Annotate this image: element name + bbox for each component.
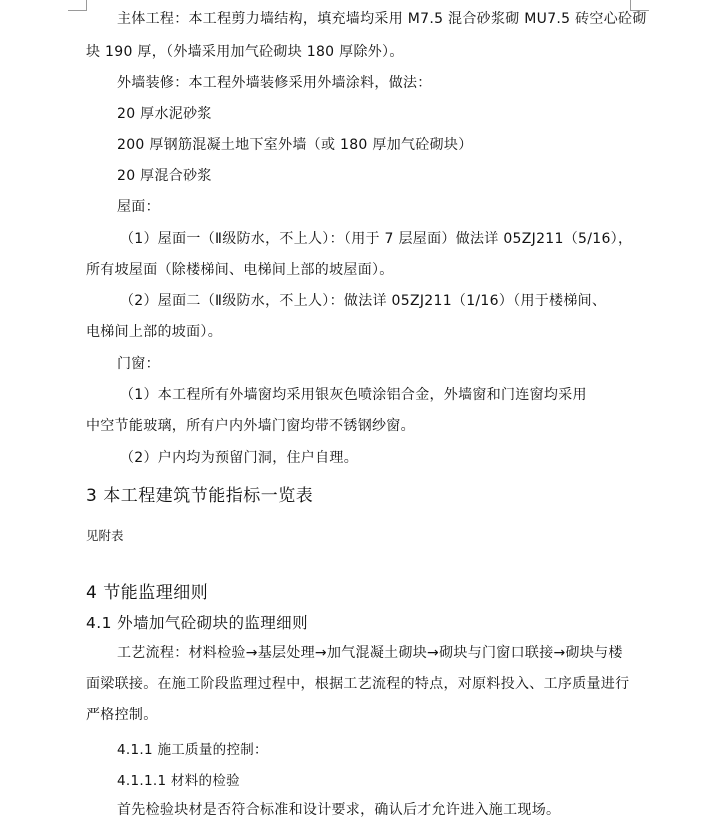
roof-2-line-1: （2）屋面二（Ⅱ级防水，不上人）：做法详 05ZJ211（1/16）（用于楼梯间、 bbox=[120, 293, 607, 309]
main-structure-line-2: 块 190 厚，（外墙采用加气砼砌块 180 厚除外）。 bbox=[86, 44, 404, 60]
roof-1-line-1: （1）屋面一（Ⅱ级防水，不上人）：（用于 7 层屋面）做法详 05ZJ211（5/16）， bbox=[120, 231, 633, 247]
check-text: 首先检验块材是否符合标准和设计要求，确认后才允许进入施工现场。 bbox=[117, 802, 561, 818]
doors-1-line-2: 中空节能玻璃，所有户内外墙门窗均带不锈钢纱窗。 bbox=[86, 418, 415, 434]
process-line-1: 工艺流程：材料检验→基层处理→加气混凝土砌块→砌块与门窗口联接→砌块与楼 bbox=[117, 645, 623, 661]
layer-1-text: 20 厚水泥砂浆 bbox=[117, 106, 212, 122]
crop-mark-top-left bbox=[68, 0, 87, 11]
roof-1-line-2: 所有坡屋面（除楼梯间、电梯间上部的坡屋面）。 bbox=[86, 262, 394, 278]
item-4-1-1: 4.1.1 施工质量的控制： bbox=[117, 742, 268, 758]
item-4-1-1-1: 4.1.1.1 材料的检验 bbox=[117, 773, 240, 789]
doors-title: 门窗： bbox=[117, 356, 160, 372]
section-3-note: 见附表 bbox=[86, 528, 124, 543]
doors-2-text: （2）户内均为预留门洞，住户自理。 bbox=[120, 450, 359, 466]
roof-title: 屋面： bbox=[117, 199, 160, 215]
layer-3-text: 20 厚混合砂浆 bbox=[117, 168, 212, 184]
process-line-2: 面梁联接。在施工阶段监理过程中，根据工艺流程的特点，对原料投入、工序质量进行 bbox=[86, 676, 630, 692]
doors-1-line-1: （1）本工程所有外墙窗均采用银灰色喷涂铝合金，外墙窗和门连窗均采用 bbox=[120, 387, 587, 403]
section-4-1-heading: 4.1 外墙加气砼砌块的监理细则 bbox=[86, 614, 308, 632]
section-4-heading: 4 节能监理细则 bbox=[86, 583, 209, 603]
exterior-finish-paragraph: 外墙装修：本工程外墙装修采用外墙涂料，做法： bbox=[117, 75, 432, 91]
main-structure-line-1: 主体工程：本工程剪力墙结构，填充墙均采用 M7.5 混合砂浆砌 MU7.5 砖空心砼砌 bbox=[117, 11, 647, 27]
roof-2-line-2: 电梯间上部的坡面）。 bbox=[86, 324, 222, 340]
layer-2-text: 200 厚钢筋混凝土地下室外墙（或 180 厚加气砼砌块） bbox=[117, 137, 473, 153]
process-line-3: 严格控制。 bbox=[86, 707, 158, 723]
section-3-heading: 3 本工程建筑节能指标一览表 bbox=[86, 486, 314, 506]
